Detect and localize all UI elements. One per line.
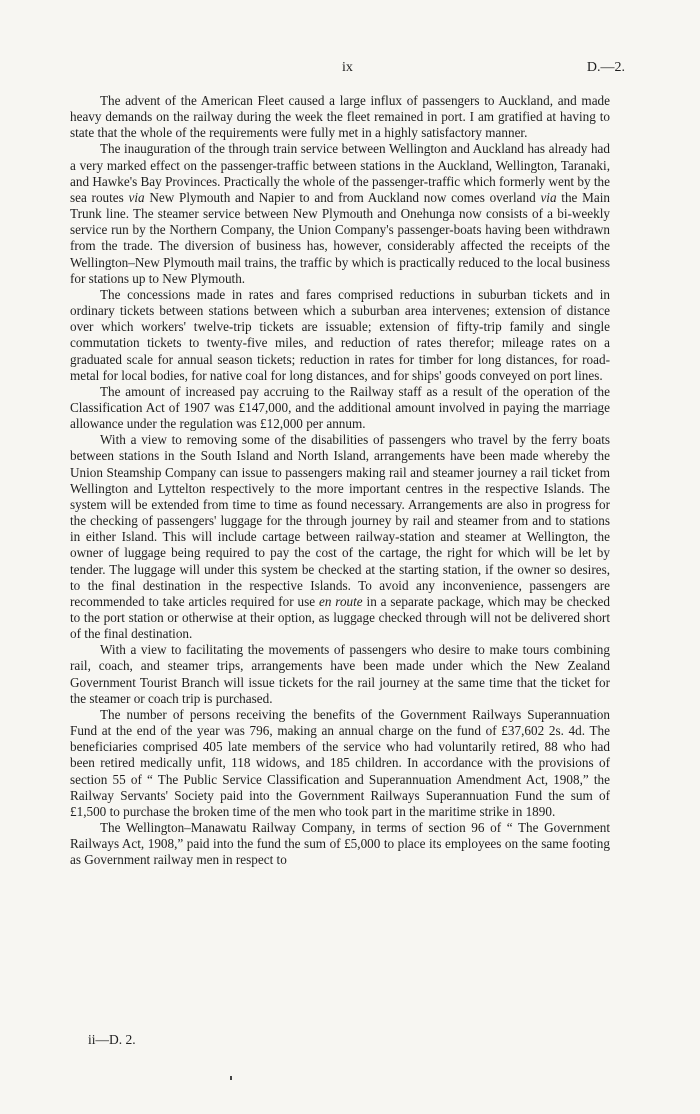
paragraph-american-fleet: The advent of the American Fleet caused a large influx of passengers to Auckland, and made heavy demands on the railway during the week the fleet remained in port. I am gratified at having to state that the whole of the requirements were fully met in a highly satisfactory manner. [70,93,610,141]
page-number: ix [342,60,353,75]
signature-mark: ii—D. 2. [88,1032,136,1047]
report-body [70,93,610,869]
paragraph-manawatu-railway: The Wellington–Manawatu Railway Company, in terms of section 96 of “ The Government Railways Act, 1908,” paid into the fund the sum of £5,000 to place its employees on the same footing as Government railway men in respect to [70,820,610,868]
paragraph-ferry-tickets: With a view to removing some of the disabilities of passengers who travel by the ferry boats between stations in the South Island and North Island, arrangements have been made whereby the Union Steamship Company can issue to passengers making rail and steamer journey a rail ticket from Wellington and Lyttelton respectively to the more important centres in the respective Islands. The system will be extended from time to time as found necessary. Arrangements are also in progress for the checking of passengers' luggage for the through journey by rail and steamer from and to stations in either Island. This will include cartage between railway-station and steamer at Wellington, the owner of luggage being required to pay the cost of the cartage, the right for which will be let by tender. The luggage will under this system be checked at the starting station, if the owner so desires, to the final destination in the respective Islands. To avoid any inconvenience, passengers are recommended to take articles required for use en route in a separate package, which may be checked to the port station or otherwise at their option, as luggage checked through will not be delivered short of the final destination. [70,432,610,642]
print-speck [230,1076,232,1080]
paragraph-increased-pay: The amount of increased pay accruing to the Railway staff as a result of the operation of the Classification Act of 1907 was £147,000, and the additional amount involved in paying the marriage allowance under the regulation was £12,000 per annum. [70,383,610,432]
paragraph-rate-concessions: The concessions made in rates and fares comprised reductions in suburban tickets and in ordinary tickets between stations between which a suburban area intervenes; extension of distance over which workers' twelve-trip tickets are issuable; extension of fifty-trip family and single commutation tickets to twenty-five miles, and reduction of rates therefor; mileage rates on a graduated scale for annual season tickets; reduction in rates for timber for long distances, for road-metal for local bodies, for native coal for long distances, and for ships' goods conveyed on port lines. [70,286,610,383]
paragraph-through-train-service: The inauguration of the through train service between Wellington and Auckland has already had a very marked effect on the passenger-traffic between stations in the Auckland, Wellington, Taranaki, and Hawke's Bay Provinces. Practically the whole of the passenger-traffic which formerly went by the sea routes via New Plymouth and Napier to and from Auckland now comes overland via the Main Trunk line. The steamer service between New Plymouth and Onehunga now consists of a bi-weekly service run by the Northern Company, the Union Company's passenger-boats having been withdrawn from the trade. The diversion of business has, however, considerably affected the receipts of the Wellington–New Plymouth mail trains, the traffic by which is practically reduced to the local business for stations up to New Plymouth. [70,141,610,286]
paragraph-tourist-tickets: With a view to facilitating the movements of passengers who desire to make tours combining rail, coach, and steamer trips, arrangements have been made under which the New Zealand Government Tourist Branch will issue tickets for the rail journey at the same time that the ticket for the steamer or coach trip is purchased. [70,642,610,706]
document-reference: D.—2. [586,60,625,75]
page-header [70,60,625,78]
paragraph-superannuation-fund: The number of persons receiving the benefits of the Government Railways Superannuation Fund at the end of the year was 796, making an annual charge on the fund of £37,602 2s. 4d. The beneficiaries comprised 405 late members of the service who had voluntarily retired, 88 who had been retired medically unfit, 118 widows, and 185 children. In accordance with the provisions of section 55 of “ The Public Service Classification and Superannuation Amendment Act, 1908,” the Railway Servants' Society paid into the Government Railways Superannuation Fund the sum of £1,500 to purchase the broken time of the men who took part in the maritime strike in 1890. [70,706,610,819]
